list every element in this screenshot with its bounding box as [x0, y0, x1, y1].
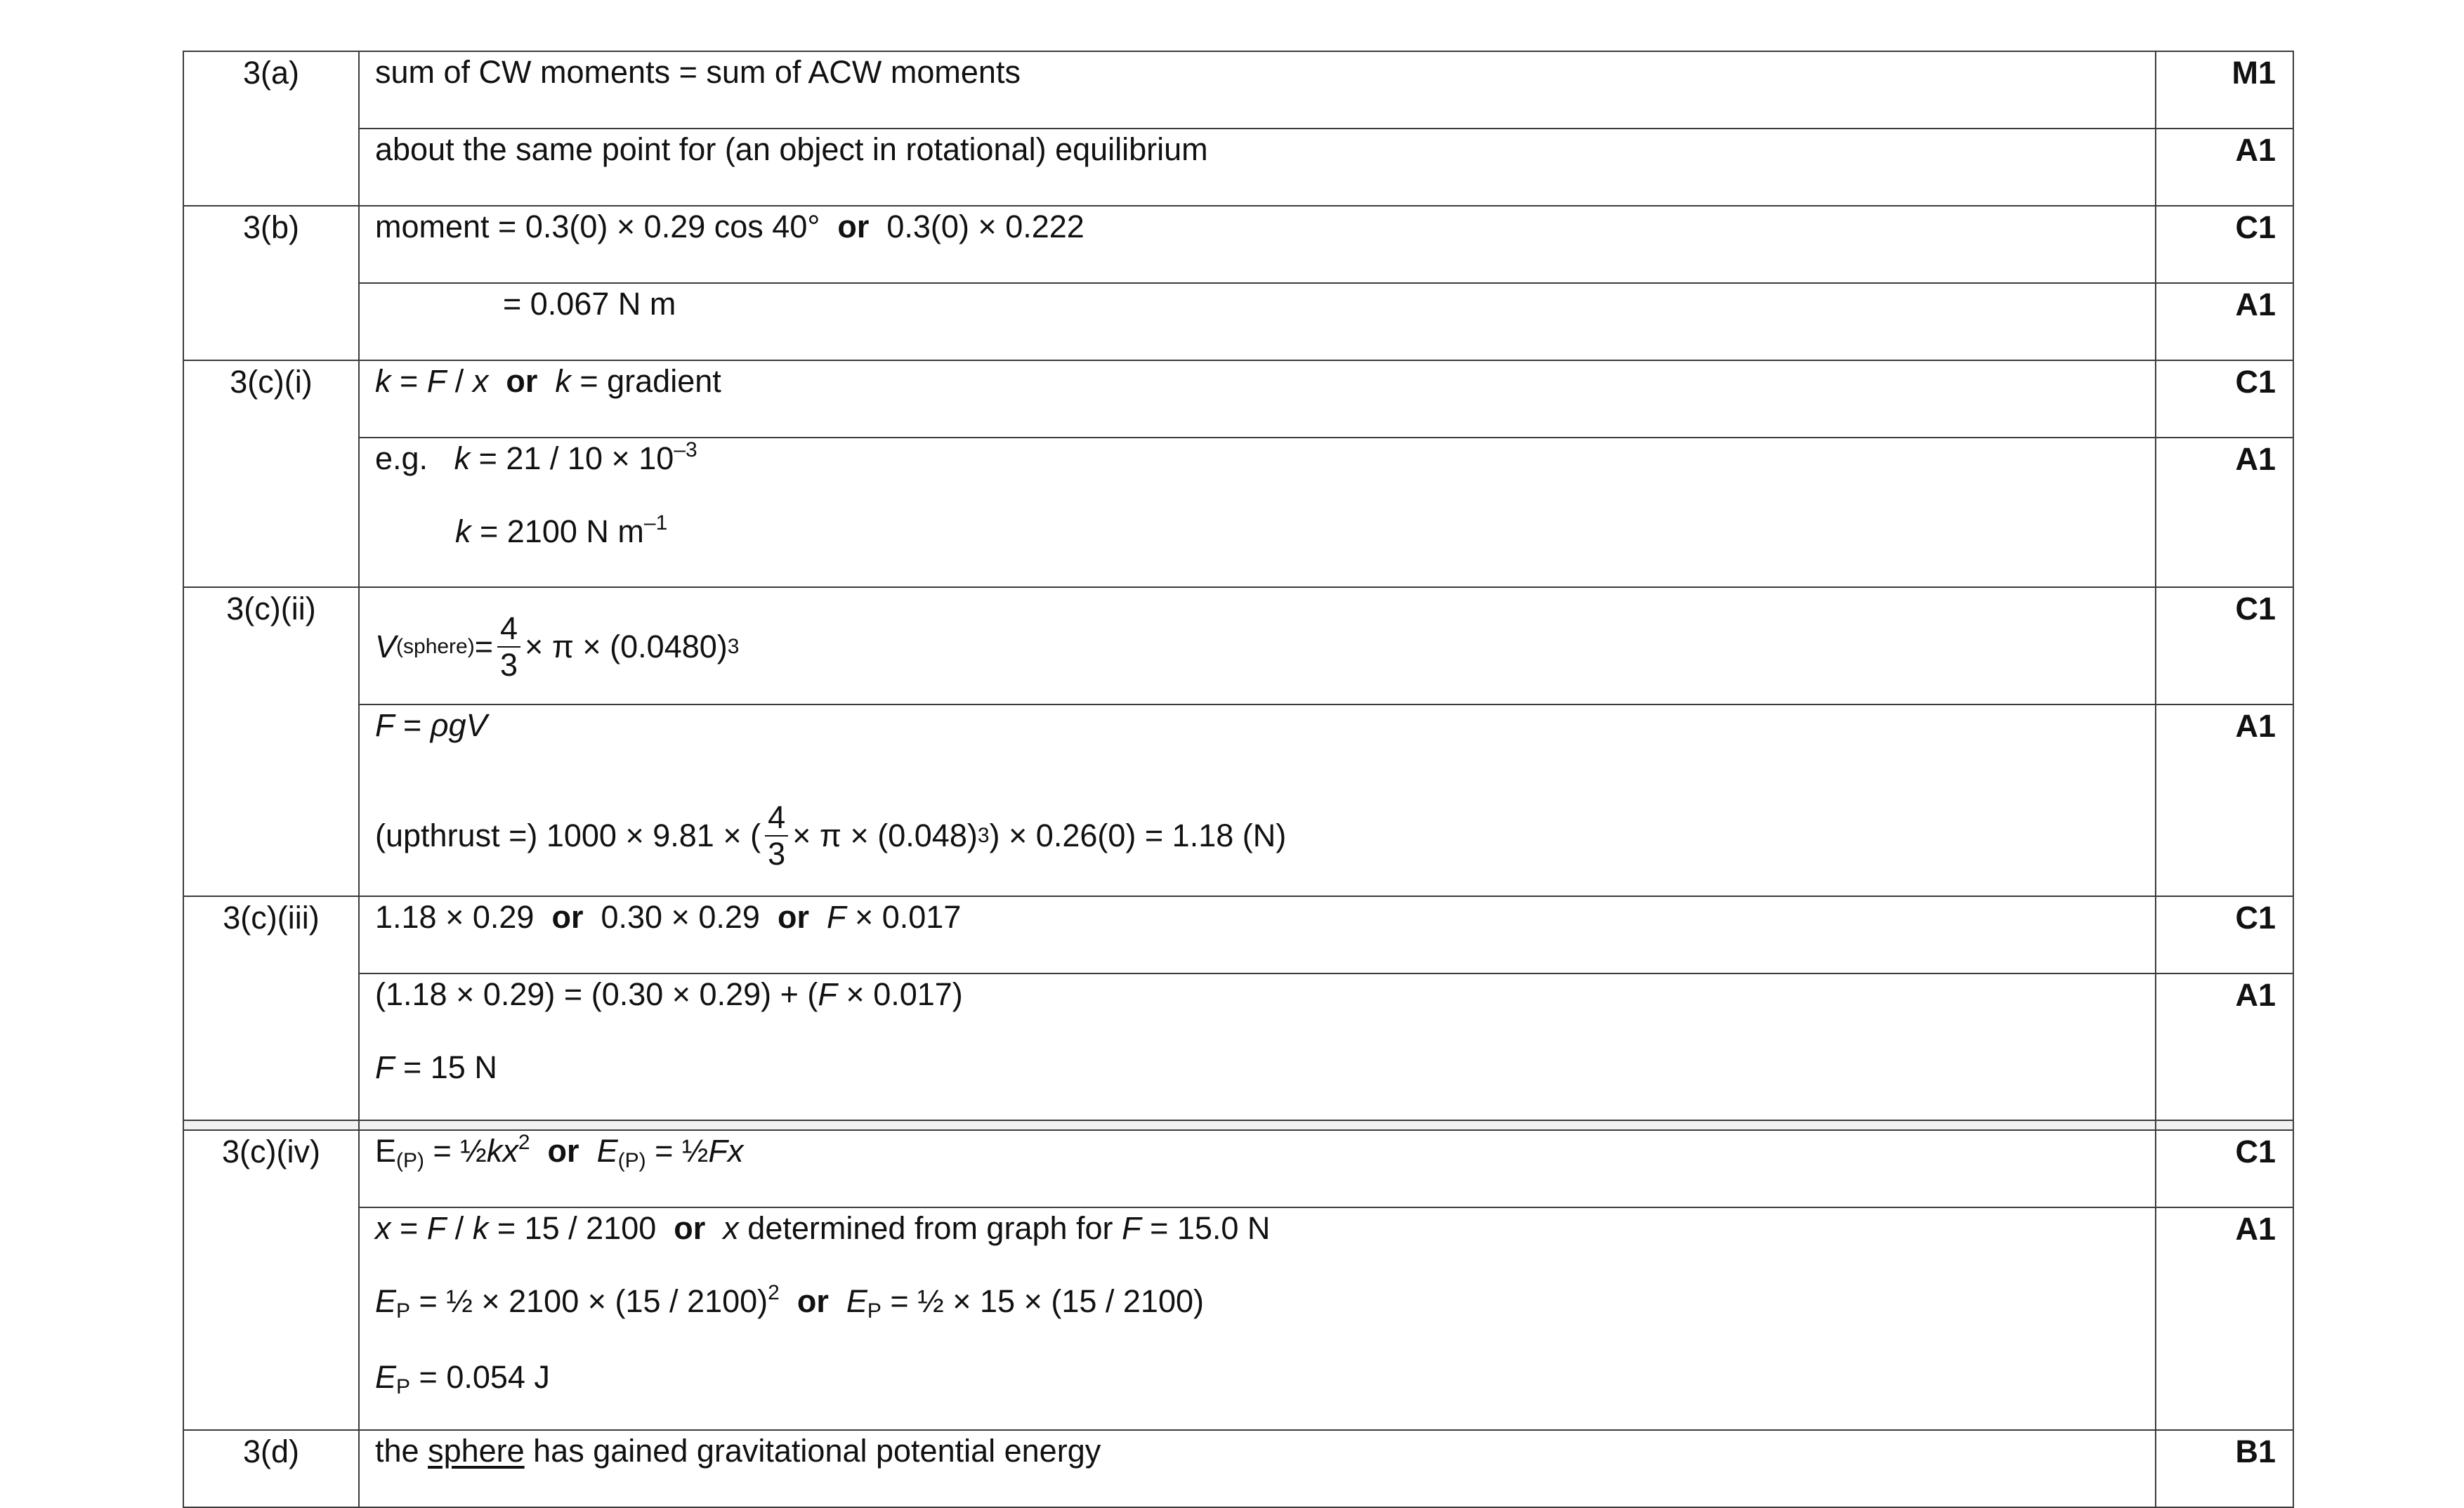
table-row [183, 1130, 2293, 1207]
answer-text: 1.18 × 0.29 or 0.30 × 0.29 or F × 0.017 [375, 899, 962, 935]
mark-cell: A1 [2156, 704, 2293, 896]
mark-cell: C1 [2156, 587, 2293, 704]
answer-text: k = F / x or k = gradient [375, 363, 721, 399]
question-number: 3(b) [183, 206, 359, 360]
fraction: $\frac{4}{3}$ [497, 611, 520, 683]
mark-cell: A1 [2156, 283, 2293, 360]
mark-cell: A1 [2156, 438, 2293, 587]
answer-text: F = ρgV [375, 707, 487, 743]
answer-cell [359, 1130, 2156, 1207]
mark-cell: C1 [2156, 896, 2293, 973]
answer-cell [359, 51, 2156, 129]
answer-text: sum of CW moments = sum of ACW moments [375, 54, 1021, 90]
table-row [183, 438, 2293, 587]
question-number: 3(d) [183, 1430, 359, 1507]
table-row [183, 1207, 2293, 1430]
answer-cell [359, 896, 2156, 973]
mark-cell: C1 [2156, 360, 2293, 438]
table-row [183, 360, 2293, 438]
answer-text: e.g. $k = 21 / 10 \times 10^{-3}$ [375, 438, 697, 476]
mark-cell: C1 [2156, 1130, 2293, 1207]
table-divider [183, 1120, 2293, 1130]
answer-text: V (sphere) = $\frac{4}{3}$ × π × (0.0480) 3 [375, 610, 740, 683]
answer-cell [359, 438, 2156, 587]
question-number: 3(c)(iii) [183, 896, 359, 1120]
question-number: 3(c)(i) [183, 360, 359, 587]
mark-cell: A1 [2156, 973, 2293, 1120]
answer-text: (1.18 × 0.29) = (0.30 × 0.29) + (F × 0.017) [375, 976, 963, 1012]
answer-text: k = 2100 N $m^{-1}$ [455, 511, 668, 549]
mark-cell: C1 [2156, 206, 2293, 283]
question-number: 3(c)(iv) [183, 1130, 359, 1430]
answer-text: (upthrust =) 1000 × 9.81 × ( $\frac{4}{3}$ × π × (0.048) 3 ) × 0.26(0) = 1.18 (N) [375, 799, 1287, 872]
table-row [183, 587, 2293, 704]
answer-cell [359, 1207, 2156, 1430]
mark-cell: B1 [2156, 1430, 2293, 1507]
fraction: $\frac{4}{3}$ [765, 800, 788, 872]
answer-cell [359, 360, 2156, 438]
question-number: 3(a) [183, 51, 359, 206]
answer-text: = 0.067 N m [503, 286, 676, 322]
answer-cell [359, 587, 2156, 704]
answer-text: about the same point for (an object in rotational) equilibrium [375, 131, 1208, 167]
answer-text: $E_P = 0.054$ J [375, 1359, 550, 1398]
answer-text: F = 15 N [375, 1049, 497, 1085]
mark-cell: A1 [2156, 1207, 2293, 1430]
table-row [183, 973, 2293, 1120]
answer-cell [359, 129, 2156, 206]
table-row [183, 896, 2293, 973]
answer-cell [359, 973, 2156, 1120]
mark-cell: M1 [2156, 51, 2293, 129]
question-number: 3(c)(ii) [183, 587, 359, 896]
answer-text: the sphere has gained gravitational potential energy [375, 1433, 1101, 1469]
answer-text: x = F / k = 15 / 2100 or x determined from graph for F = 15.0 N [375, 1210, 1271, 1246]
table-row [183, 51, 2293, 129]
table-row [183, 283, 2293, 360]
answer-cell [359, 206, 2156, 283]
answer-cell [359, 1430, 2156, 1507]
mark-scheme-table [183, 51, 2294, 1508]
table-row [183, 1430, 2293, 1507]
answer-text: moment = 0.3(0) × 0.29 cos 40° or 0.3(0) × 0.222 [375, 209, 1084, 244]
table-row [183, 704, 2293, 896]
answer-text: $E_P$ = ½ × 2100 × (15 / 2100)$^2$ or $E_P$ = ½ × 15 × (15 / 2100) [375, 1281, 1204, 1323]
answer-cell [359, 704, 2156, 896]
answer-cell [359, 283, 2156, 360]
mark-cell: A1 [2156, 129, 2293, 206]
answer-text: $E_{(P)}$ = $\frac{1}{2}kx^2$ or $E_{(P)}$ = ½Fx [375, 1131, 744, 1172]
table-row [183, 206, 2293, 283]
table-row [183, 129, 2293, 206]
